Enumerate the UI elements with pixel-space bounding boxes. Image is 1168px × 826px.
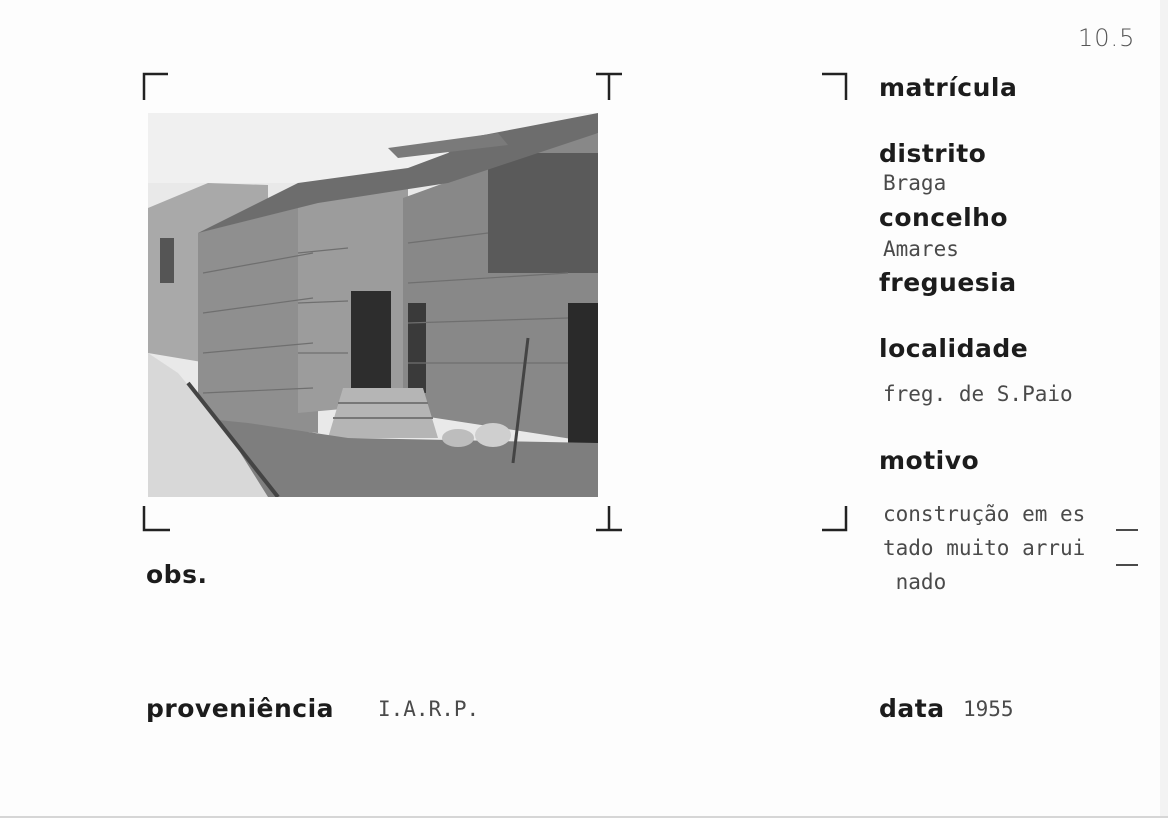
motivo-value: [883, 497, 1085, 599]
freguesia-label: freguesia: [879, 268, 1017, 297]
motivo-line-2: tado muito arrui: [883, 536, 1086, 560]
motivo-line-1: construção em es: [883, 502, 1086, 526]
concelho-value: Amares: [883, 237, 959, 261]
stone-house-photo-icon: [148, 113, 598, 497]
distrito-value: Braga: [883, 171, 947, 195]
corner-note: 10.5: [1078, 24, 1136, 52]
localidade-label: localidade: [879, 334, 1029, 363]
corner-mark-bottom-left: [140, 502, 172, 534]
field-mark-bottom: [820, 502, 852, 534]
building-photo: [148, 113, 598, 497]
card-right-edge: [1160, 0, 1168, 824]
data-value: 1955: [963, 697, 1014, 721]
matricula-label: matrícula: [879, 73, 1018, 102]
motivo-label: motivo: [879, 446, 980, 475]
localidade-value: freg. de S.Paio: [883, 382, 1073, 406]
proveniencia-label: proveniência: [146, 694, 335, 723]
underline-mark-2: [1116, 564, 1138, 566]
card-bottom-edge: [0, 816, 1168, 826]
obs-label: obs.: [146, 560, 208, 589]
distrito-label: distrito: [879, 139, 987, 168]
corner-mark-bottom-right: [594, 502, 626, 534]
concelho-label: concelho: [879, 203, 1009, 232]
underline-mark-1: [1116, 529, 1138, 531]
motivo-line-3: nado: [883, 570, 947, 594]
proveniencia-value: I.A.R.P.: [378, 697, 480, 721]
corner-mark-top-right: [594, 70, 626, 102]
data-label: data: [879, 694, 945, 723]
field-mark-top: [820, 70, 852, 102]
corner-mark-top-left: [140, 70, 172, 102]
